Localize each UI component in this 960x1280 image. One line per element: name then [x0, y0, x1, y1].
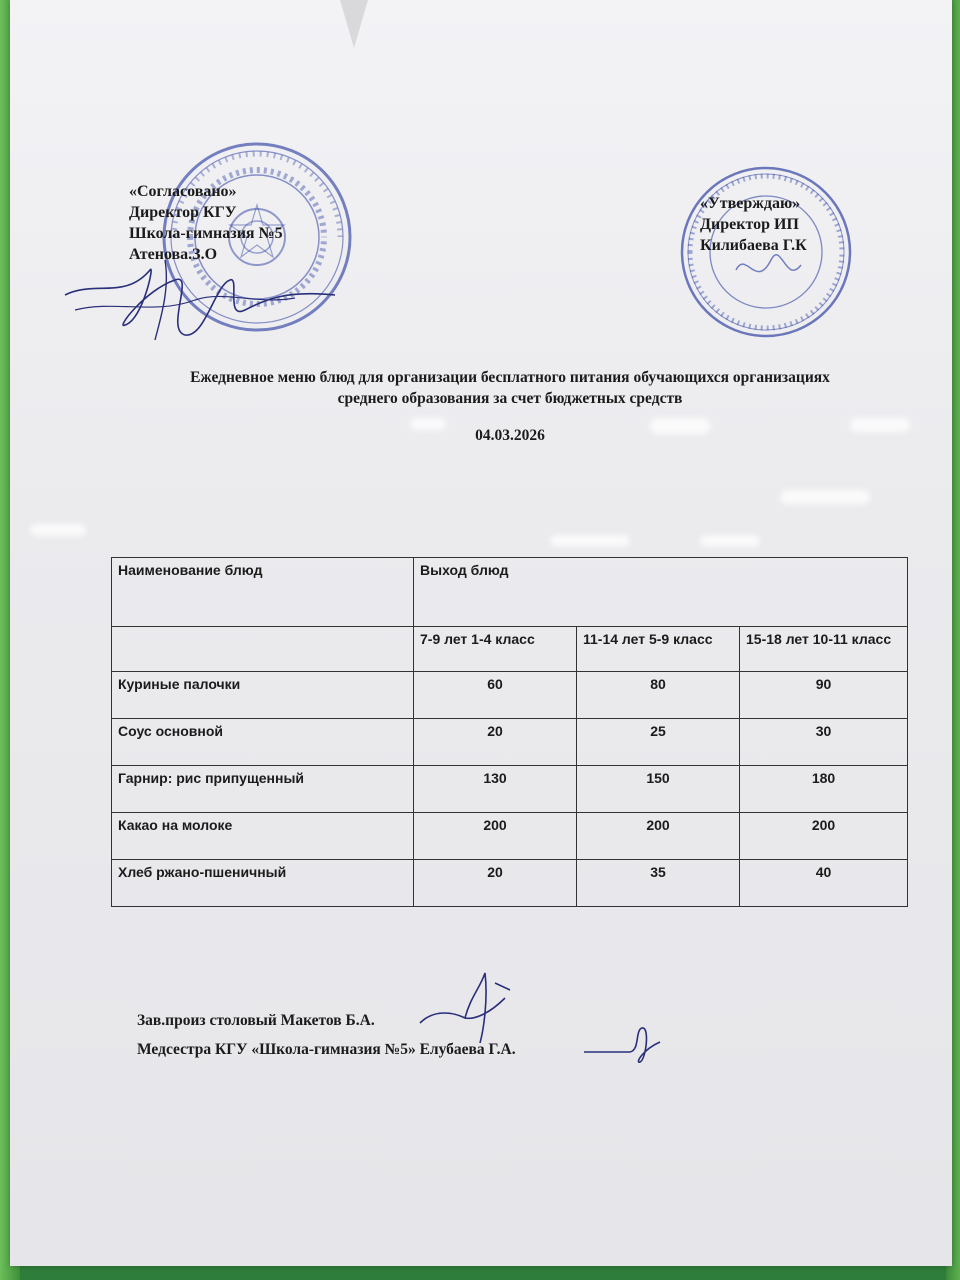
- light-reflection: [700, 535, 760, 547]
- table-row: [112, 766, 908, 813]
- approval-organization-left: Школа-гимназия №5: [129, 225, 283, 242]
- portion-age-15-18: 200: [740, 813, 908, 860]
- dish-name: Какао на молоке: [112, 813, 414, 860]
- title-line-2: среднего образования за счет бюджетных средств: [337, 390, 683, 407]
- light-reflection: [30, 524, 86, 536]
- approval-block-right: [700, 193, 807, 256]
- approval-block-left: [129, 181, 283, 265]
- approval-position-right: Директор ИП: [700, 216, 799, 233]
- portion-age-7-9: 130: [414, 766, 577, 813]
- portion-age-15-18: 180: [740, 766, 908, 813]
- approval-person-left: Атенова.З.О: [129, 246, 218, 263]
- paper-corner-fold: [340, 0, 368, 48]
- dish-name: Гарнир: рис припущенный: [112, 766, 414, 813]
- portion-age-11-14: 25: [577, 719, 740, 766]
- portion-age-11-14: 150: [577, 766, 740, 813]
- table-header-row: [112, 558, 908, 627]
- dish-name: Хлеб ржано-пшеничный: [112, 860, 414, 907]
- header-dish-output: Выход блюд: [414, 558, 908, 627]
- table-row: [112, 719, 908, 766]
- menu-table: [111, 557, 908, 907]
- footer-canteen-manager: Зав.произ столовый Макетов Б.А.: [137, 1012, 375, 1029]
- nurse-signature: [580, 1020, 670, 1070]
- portion-age-7-9: 20: [414, 860, 577, 907]
- footer-nurse: Медсестра КГУ «Школа-гимназия №5» Елубаева Г.А.: [137, 1041, 516, 1058]
- portion-age-7-9: 200: [414, 813, 577, 860]
- portion-age-11-14: 80: [577, 672, 740, 719]
- canteen-manager-signature: [410, 968, 520, 1048]
- approval-heading-left: «Согласовано»: [129, 183, 237, 200]
- table-row: [112, 672, 908, 719]
- approval-person-right: Килибаева Г.К: [700, 237, 807, 254]
- title-line-1: Ежедневное меню блюд для организации бесплатного питания обучающихся организациях: [190, 369, 830, 386]
- approval-heading-right: «Утверждаю»: [700, 195, 801, 212]
- portion-age-15-18: 40: [740, 860, 908, 907]
- age-group-2: 11-14 лет 5-9 класс: [577, 627, 740, 672]
- light-reflection: [550, 535, 630, 547]
- portion-age-15-18: 90: [740, 672, 908, 719]
- table-age-group-row: [112, 627, 908, 672]
- portion-age-11-14: 35: [577, 860, 740, 907]
- light-reflection: [780, 490, 870, 504]
- document-date: 04.03.2026: [475, 427, 545, 444]
- dish-name: Соус основной: [112, 719, 414, 766]
- empty-cell: [112, 627, 414, 672]
- table-row: [112, 860, 908, 907]
- dish-name: Куриные палочки: [112, 672, 414, 719]
- portion-age-7-9: 60: [414, 672, 577, 719]
- document-title: [100, 367, 920, 409]
- approval-position-left: Директор КГУ: [129, 204, 237, 221]
- portion-age-7-9: 20: [414, 719, 577, 766]
- portion-age-11-14: 200: [577, 813, 740, 860]
- age-group-1: 7-9 лет 1-4 класс: [414, 627, 577, 672]
- table-row: [112, 813, 908, 860]
- header-dish-name: Наименование блюд: [112, 558, 414, 627]
- age-group-3: 15-18 лет 10-11 класс: [740, 627, 908, 672]
- portion-age-15-18: 30: [740, 719, 908, 766]
